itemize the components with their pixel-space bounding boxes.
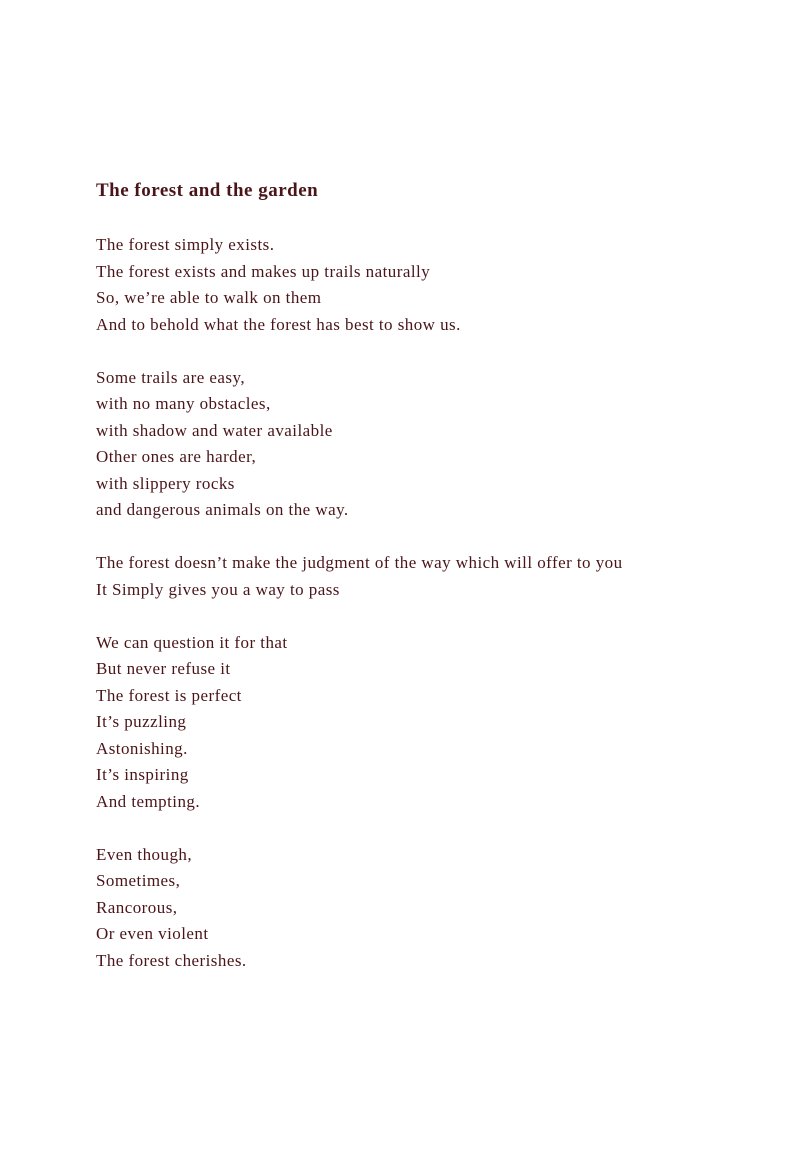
poem-line: It’s inspiring [96,765,189,784]
poem-line: The forest doesn’t make the judgment of the way which will offer to you [96,553,623,572]
poem-line: We can question it for that [96,632,288,652]
poem-line: It Simply gives you a way to pass [96,579,340,599]
stanza-4 [96,630,756,816]
stanza-2 [96,365,756,524]
poem-line: The forest is perfect [96,685,242,705]
poem-title: The forest and the garden [96,180,319,201]
poem-line: with shadow and water available [96,420,333,440]
stanza-3 [96,550,756,603]
poem-line: Other ones are harder, [96,447,257,466]
stanza-5 [96,842,756,975]
poem-line: Astonishing. [96,738,188,758]
poem-line: The forest exists and makes up trails naturally [96,261,431,281]
stanza-1 [96,232,756,338]
poem [96,178,756,974]
poem-line: Some trails are easy, [96,367,246,387]
poem-line: Sometimes, [96,871,181,890]
poem-line: Rancorous, [96,897,178,917]
poem-line: And to behold what the forest has best to show us. [96,314,461,334]
poem-line: with no many obstacles, [96,394,271,413]
poem-line: and dangerous animals on the way. [96,500,349,519]
poem-line: The forest cherishes. [96,950,247,970]
poem-line: Even though, [96,844,193,864]
poem-line: But never refuse it [96,659,231,678]
poem-line: The forest simply exists. [96,235,275,254]
poem-line: Or even violent [96,924,209,943]
poem-line: So, we’re able to walk on them [96,288,322,307]
poem-line: And tempting. [96,791,201,811]
poem-line: with slippery rocks [96,473,235,493]
poem-line: It’s puzzling [96,712,187,731]
